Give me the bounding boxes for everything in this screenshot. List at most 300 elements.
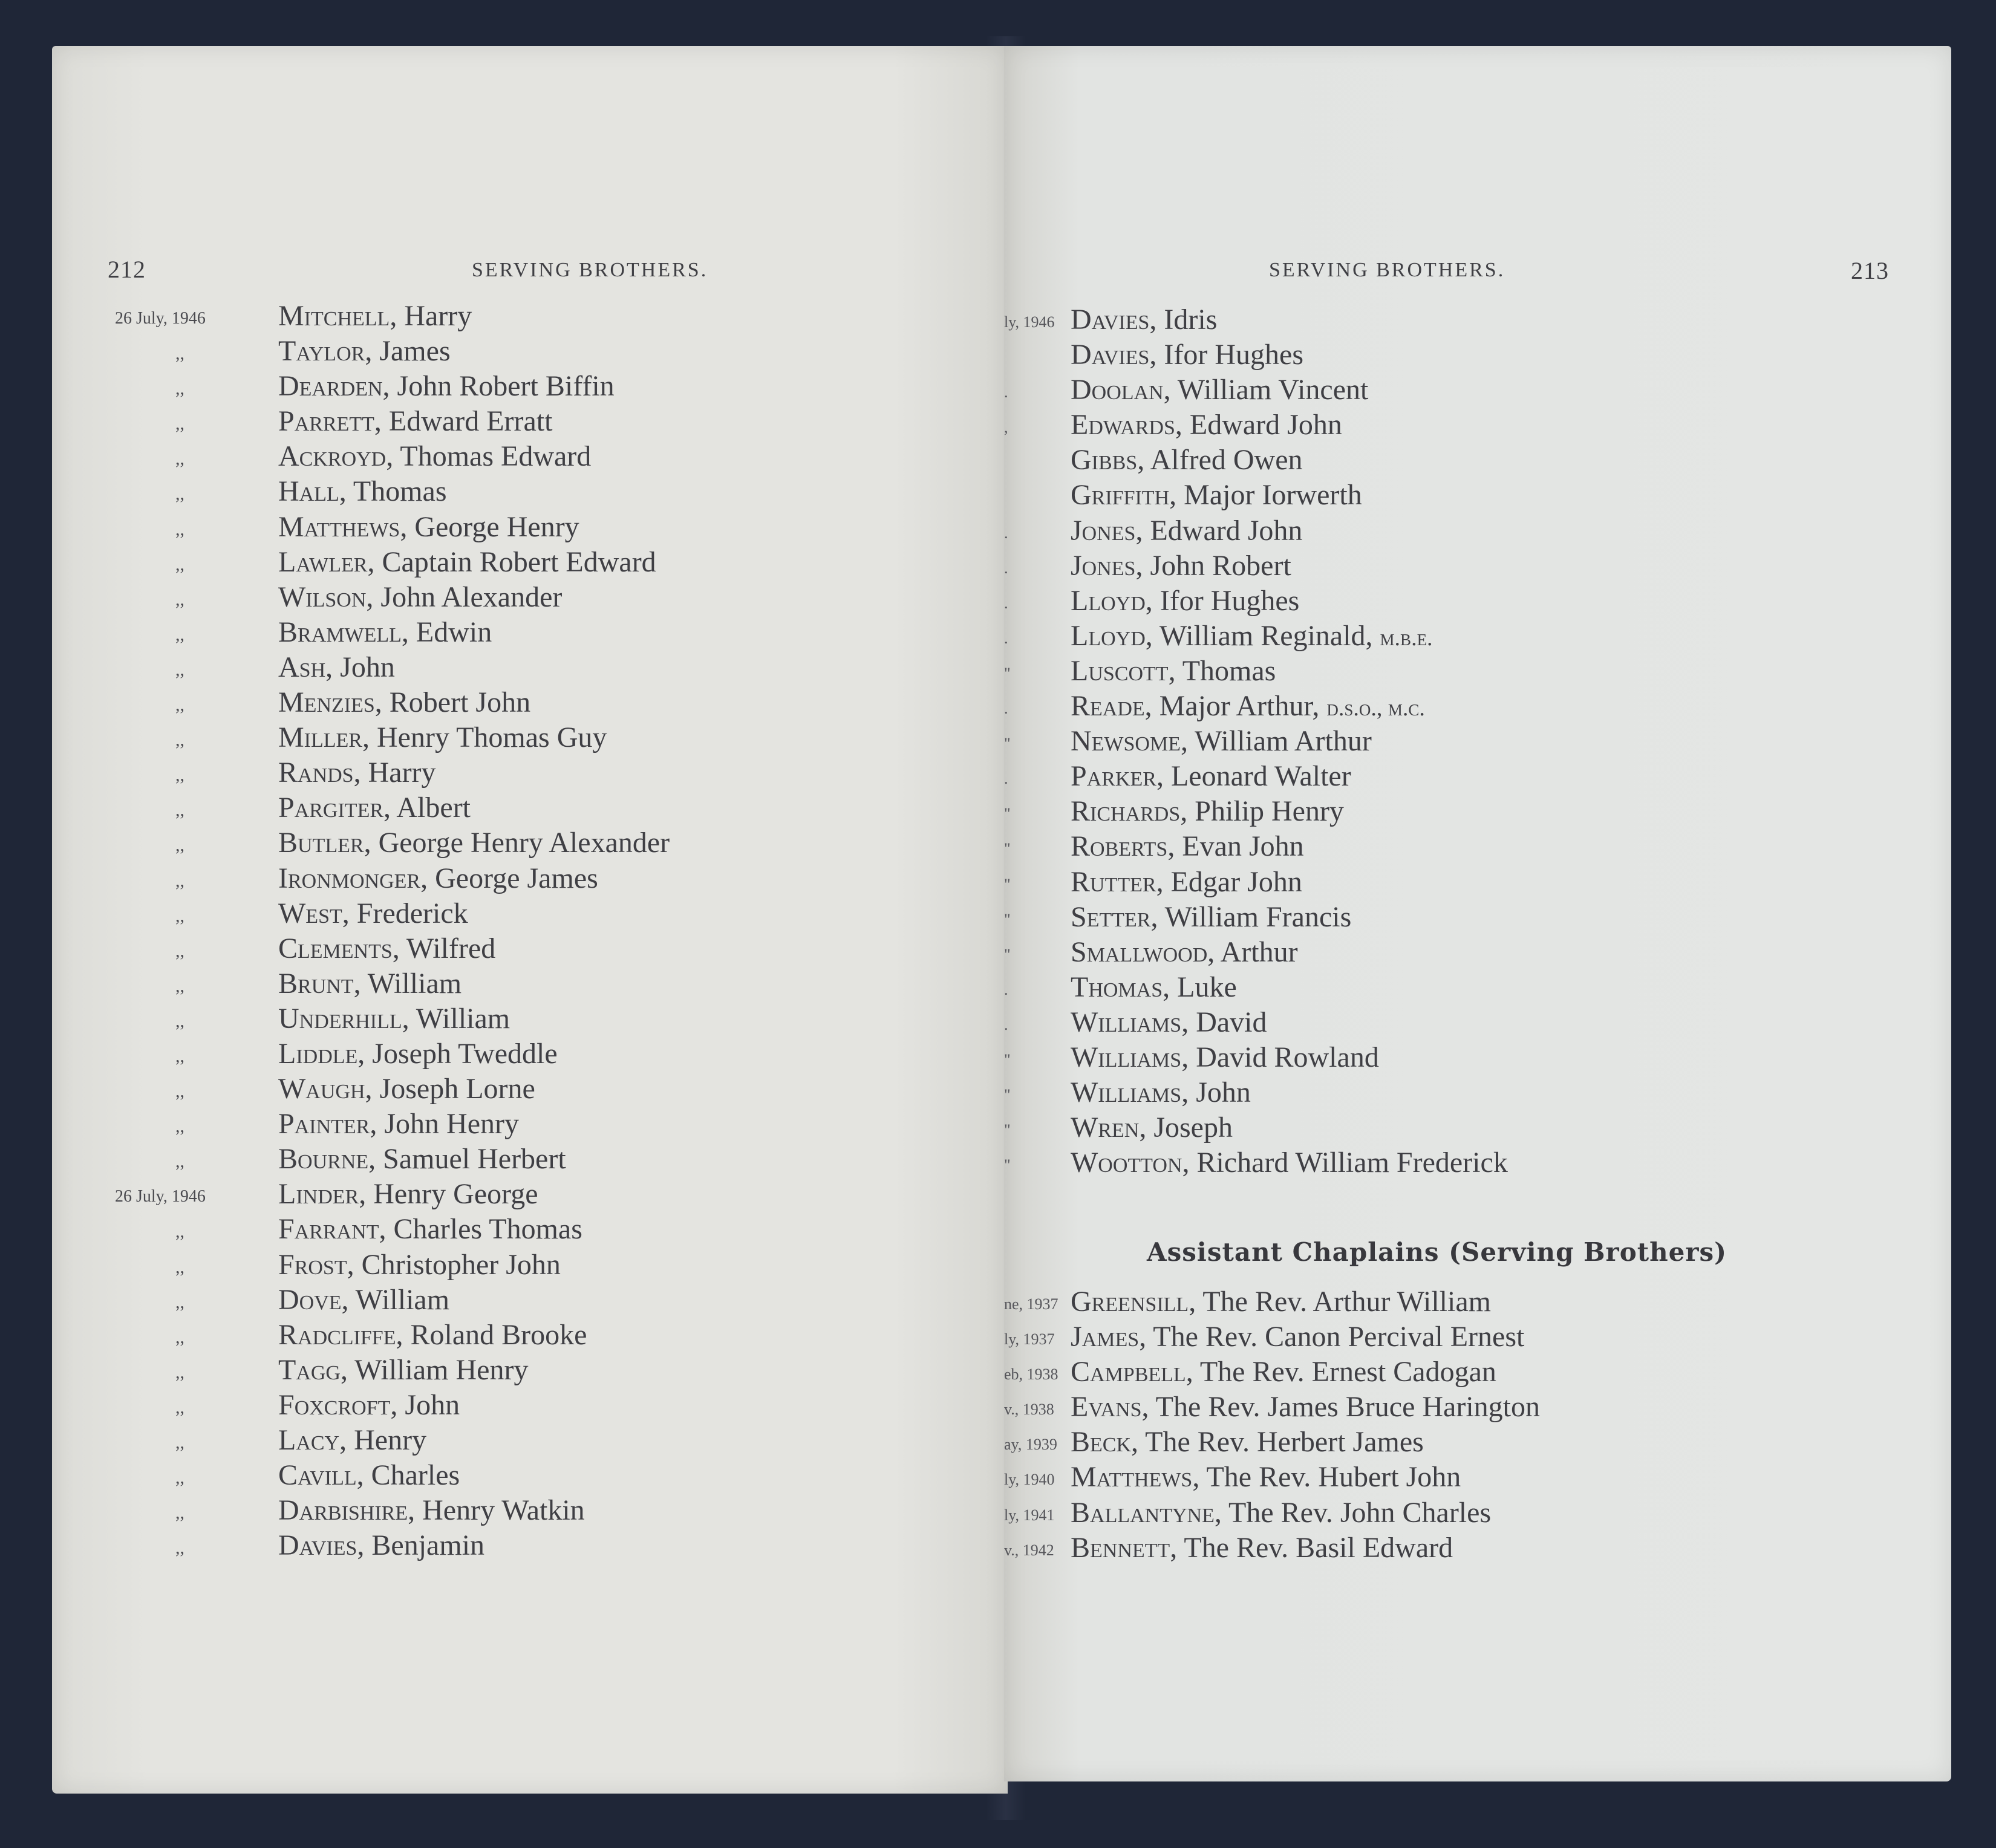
entry-surname: Rutter [1071, 865, 1156, 898]
entry-surname: Matthews [278, 510, 400, 543]
list-item [115, 861, 962, 896]
right-page [1004, 46, 1951, 1781]
entry-name [1071, 759, 1351, 794]
entry-date: ,, [175, 870, 184, 891]
running-head-right: SERVING BROTHERS. [1269, 259, 1505, 281]
entry-name [278, 1177, 538, 1212]
entry-surname: Butler [278, 827, 364, 859]
entry-name [278, 1353, 528, 1388]
entry-surname: Lawler [278, 545, 368, 578]
entry-given-names: , Wilfred [392, 932, 496, 965]
entry-given-names: , David Rowland [1181, 1041, 1379, 1073]
entry-given-names: , Roland Brooke [396, 1318, 587, 1351]
entry-surname: Ackroyd [278, 440, 386, 473]
entry-given-names: , William Arthur [1181, 725, 1372, 758]
entry-date: ,, [175, 730, 184, 750]
entry-given-names: , The Rev. Herbert James [1131, 1426, 1424, 1459]
list-item [115, 1493, 962, 1528]
entry-name [1071, 1355, 1496, 1390]
entry-given-names: , Frederick [342, 897, 468, 929]
list-item [115, 1001, 962, 1036]
list-item [1004, 1040, 1911, 1075]
list-item [1004, 1495, 1911, 1531]
entry-surname: Menzies [278, 686, 375, 719]
entry-name [1071, 1075, 1251, 1110]
entry-given-names: , The Rev. James Bruce Harington [1141, 1391, 1541, 1423]
entry-surname: Williams [1071, 1006, 1182, 1038]
entry-date: . [1004, 770, 1008, 788]
list-item [1004, 548, 1911, 584]
entry-surname: Setter [1071, 900, 1151, 933]
entry-name [278, 825, 670, 861]
entry-given-names: , John Robert [1135, 549, 1291, 582]
entry-surname: Wootton [1071, 1147, 1182, 1179]
entry-name [1071, 689, 1425, 726]
entry-given-names: , John Alexander [366, 581, 563, 613]
list-item [1004, 1284, 1911, 1319]
list-item [115, 1212, 962, 1247]
entry-date: ,, [175, 1151, 184, 1172]
entry-name [1071, 443, 1303, 478]
entry-name [1071, 970, 1237, 1005]
list-item [1004, 794, 1911, 829]
list-item [115, 474, 962, 509]
entry-date: ,, [175, 1503, 184, 1523]
list-item [115, 1423, 962, 1458]
entry-name [1071, 1145, 1508, 1180]
entry-given-names: , Henry [339, 1424, 427, 1456]
entry-date: ,, [175, 1081, 184, 1102]
list-item [1004, 1075, 1911, 1110]
list-item [115, 825, 962, 861]
entry-given-names: , Arthur [1207, 935, 1298, 968]
entry-name [278, 1212, 582, 1247]
entry-surname: Parker [1071, 760, 1156, 793]
entry-surname: Williams [1071, 1041, 1182, 1073]
entry-surname: Greensill [1071, 1286, 1189, 1318]
entry-given-names: , Edward John [1135, 514, 1303, 547]
entry-surname: Jones [1071, 514, 1136, 547]
list-item [115, 1177, 962, 1212]
entry-name [1071, 1040, 1379, 1075]
entry-surname: Reade [1071, 690, 1145, 723]
list-item [115, 580, 962, 615]
list-item [115, 369, 962, 404]
entry-date: ,, [175, 940, 184, 961]
entry-surname: Clements [278, 932, 393, 965]
entry-given-names: , Joseph [1139, 1111, 1233, 1144]
entry-given-names: , John [325, 651, 395, 683]
entry-date: . [1004, 1015, 1008, 1033]
entry-name [1071, 1319, 1524, 1355]
list-item [1004, 935, 1911, 970]
list-item [1004, 513, 1911, 548]
entry-surname: Newsome [1071, 725, 1181, 758]
entry-given-names: , John [1181, 1076, 1251, 1109]
entry-surname: Rands [278, 756, 354, 789]
entry-surname: Parrett [278, 405, 374, 438]
list-item [115, 650, 962, 685]
list-item [115, 545, 962, 580]
entry-given-names: , The Rev. Canon Percival Ernest [1139, 1321, 1525, 1353]
list-item [115, 1458, 962, 1493]
entry-date: ,, [175, 800, 184, 821]
entry-date: " [1004, 945, 1011, 963]
entry-date: " [1004, 840, 1011, 858]
entry-name [278, 1458, 460, 1493]
list-item [115, 334, 962, 369]
entry-name [1071, 408, 1342, 443]
entry-given-names: , Major Arthur, [1144, 690, 1327, 723]
entry-name [1071, 829, 1304, 864]
entry-date: ,, [175, 765, 184, 786]
entry-surname: Underhill [278, 1002, 402, 1035]
entry-surname: Griffith [1071, 479, 1170, 512]
entry-given-names: , William Vincent [1163, 374, 1369, 406]
entry-given-names: , The Rev. John Charles [1214, 1496, 1492, 1529]
entry-date: ,, [175, 449, 184, 469]
entry-name [278, 1528, 484, 1563]
list-item [115, 1036, 962, 1072]
entry-surname: Bramwell [278, 616, 402, 648]
entry-date: ,, [175, 1116, 184, 1137]
entry-name [278, 1107, 519, 1142]
entry-surname: Roberts [1071, 830, 1168, 863]
entry-date: " [1004, 664, 1011, 682]
entry-name [278, 861, 598, 896]
list-item [1004, 337, 1911, 373]
entry-date: ,, [175, 1257, 184, 1277]
list-item [115, 1353, 962, 1388]
entry-surname: Bourne [278, 1143, 369, 1176]
entry-surname: Radcliffe [278, 1318, 396, 1351]
entry-date: " [1004, 1050, 1011, 1069]
entry-date: ay, 1939 [1004, 1436, 1057, 1454]
entry-given-names: , John Henry [370, 1108, 519, 1140]
entry-surname: James [1071, 1321, 1140, 1353]
entry-name [1071, 513, 1302, 548]
entry-name [278, 966, 461, 1001]
entry-given-names: , Charles [356, 1459, 460, 1492]
list-item [1004, 970, 1911, 1005]
list-item [115, 1388, 962, 1423]
entry-surname: Brunt [278, 967, 354, 1000]
entry-name [278, 580, 562, 615]
entry-date: . [1004, 594, 1008, 612]
entry-date: v., 1938 [1004, 1401, 1054, 1419]
list-item [1004, 689, 1911, 724]
entry-name [278, 1388, 460, 1423]
entry-given-names: , Edward Erratt [374, 405, 553, 438]
entry-given-names: , Major Iorwerth [1169, 479, 1362, 512]
entry-given-names: , Richard William Frederick [1182, 1147, 1508, 1179]
entry-surname: Campbell [1071, 1356, 1186, 1388]
entry-surname: Edwards [1071, 409, 1175, 441]
list-item [1004, 1355, 1911, 1390]
list-item [115, 439, 962, 474]
entry-date: ,, [175, 835, 184, 856]
entry-surname: Ash [278, 651, 326, 683]
entry-name [278, 685, 530, 720]
list-item [1004, 619, 1911, 654]
list-item [115, 1248, 962, 1283]
entry-name [278, 931, 495, 966]
list-item [1004, 584, 1911, 619]
entry-date: ,, [175, 414, 184, 434]
entry-given-names: , Robert John [374, 686, 531, 719]
entry-name [1071, 478, 1362, 513]
entry-surname: Beck [1071, 1426, 1132, 1459]
entry-given-names: , William Francis [1150, 900, 1352, 933]
entry-name [278, 755, 436, 790]
entry-date: , [1004, 418, 1008, 437]
entry-surname: Tagg [278, 1353, 341, 1386]
list-item [1004, 373, 1911, 408]
entry-date: ,, [175, 343, 184, 364]
entry-name [1071, 1495, 1491, 1531]
entry-given-names: , George Henry [400, 510, 579, 543]
list-item [115, 685, 962, 720]
list-item [1004, 1531, 1911, 1566]
entry-date: ly, 1940 [1004, 1471, 1055, 1489]
entry-date: ,, [175, 1433, 184, 1453]
entry-surname: Smallwood [1071, 935, 1208, 968]
entry-given-names: , Edwin [401, 616, 492, 648]
entry-date: ly, 1937 [1004, 1330, 1055, 1349]
entry-surname: Dove [278, 1283, 342, 1316]
entry-surname: Frost [278, 1248, 347, 1281]
entry-date: ,, [175, 1468, 184, 1488]
list-item [1004, 408, 1911, 443]
entry-date: eb, 1938 [1004, 1365, 1058, 1384]
entry-given-names: , Samuel Herbert [368, 1143, 566, 1176]
entry-name [278, 439, 591, 474]
entry-name [278, 1001, 510, 1036]
list-item [115, 1528, 962, 1563]
entry-given-names: , Benjamin [357, 1529, 485, 1562]
list-item [1004, 1145, 1911, 1180]
entry-surname: West [278, 897, 342, 929]
entry-surname: Evans [1071, 1391, 1142, 1423]
list-item [1004, 1319, 1911, 1355]
entry-surname: Pargiter [278, 792, 384, 824]
entry-name [278, 1248, 561, 1283]
entry-honours: d.s.o., m.c. [1326, 695, 1425, 721]
entry-name [1071, 724, 1372, 759]
entry-surname: Hall [278, 475, 339, 508]
entry-name [1071, 548, 1291, 584]
entry-date: v., 1942 [1004, 1541, 1054, 1559]
list-item [115, 966, 962, 1001]
entry-given-names: , George James [420, 862, 598, 894]
entry-name [1071, 935, 1298, 970]
entry-name [278, 404, 552, 439]
entry-given-names: , William [402, 1002, 510, 1035]
entry-surname: Richards [1071, 795, 1181, 828]
entry-name [1071, 1425, 1424, 1460]
list-item [1004, 1005, 1911, 1040]
list-item [1004, 865, 1911, 900]
page-number-left: 212 [108, 256, 146, 283]
entry-given-names: , Harry [353, 756, 436, 789]
entry-date: " [1004, 1086, 1011, 1104]
list-item [115, 896, 962, 931]
entry-name [278, 790, 471, 825]
entry-date: ,, [175, 659, 184, 680]
entry-date: ,, [175, 1362, 184, 1382]
entry-date: ,, [175, 519, 184, 539]
list-item [115, 1318, 962, 1353]
right-entry-list [1004, 302, 1911, 1180]
entry-date: ne, 1937 [1004, 1295, 1058, 1313]
list-item [1004, 1110, 1911, 1145]
list-item [115, 790, 962, 825]
entry-given-names: , John [390, 1388, 460, 1421]
entry-date: ,, [175, 695, 184, 715]
entry-surname: Wren [1071, 1111, 1140, 1144]
list-item [115, 755, 962, 790]
entry-name [278, 1423, 426, 1458]
entry-given-names: , Henry Watkin [408, 1494, 585, 1527]
entry-name [278, 896, 468, 931]
entry-name [278, 1142, 566, 1177]
list-item [1004, 724, 1911, 759]
entry-surname: Davies [1071, 339, 1150, 371]
list-item [1004, 1390, 1911, 1425]
entry-name [1071, 865, 1302, 900]
list-item [1004, 900, 1911, 935]
entry-surname: Liddle [278, 1037, 358, 1070]
entry-name [1071, 1284, 1491, 1319]
entry-given-names: , Alfred Owen [1137, 444, 1303, 477]
entry-surname: Linder [278, 1178, 359, 1211]
section-heading-assistant-chaplains: Assistant Chaplains (Serving Brothers) [1147, 1237, 1727, 1267]
entry-name [278, 1036, 558, 1072]
list-item [115, 299, 962, 334]
entry-surname: Doolan [1071, 374, 1164, 406]
entry-given-names: , Philip Henry [1180, 795, 1344, 828]
entry-given-names: , Ifor Hughes [1145, 584, 1300, 617]
entry-given-names: , The Rev. Ernest Cadogan [1186, 1356, 1496, 1388]
entry-date: . [1004, 980, 1008, 998]
entry-name [1071, 1531, 1453, 1566]
entry-name [1071, 1110, 1233, 1145]
entry-given-names: , Henry Thomas Guy [362, 721, 607, 754]
entry-surname: Luscott [1071, 654, 1169, 687]
entry-date: " [1004, 910, 1011, 928]
list-item [1004, 302, 1911, 337]
entry-given-names: , Thomas Edward [386, 440, 592, 473]
entry-date: " [1004, 805, 1011, 823]
entry-surname: Waugh [278, 1073, 365, 1105]
entry-name [278, 1072, 535, 1107]
entry-surname: Mitchell [278, 300, 390, 332]
entry-surname: Darbishire [278, 1494, 408, 1527]
entry-given-names: , Edward John [1175, 409, 1342, 441]
entry-given-names: , Leonard Walter [1156, 760, 1351, 793]
entry-surname: Wilson [278, 581, 367, 613]
entry-surname: Williams [1071, 1076, 1182, 1109]
entry-date: 26 July, 1946 [115, 1187, 206, 1206]
running-head-left: SERVING BROTHERS. [472, 259, 708, 281]
entry-name [1071, 337, 1303, 373]
entry-surname: Taylor [278, 335, 365, 368]
list-item [1004, 443, 1911, 478]
list-item [115, 1072, 962, 1107]
entry-given-names: , William Henry [340, 1353, 529, 1386]
entry-surname: Foxcroft [278, 1388, 391, 1421]
entry-date: ,, [175, 1222, 184, 1242]
entry-surname: Cavill [278, 1459, 357, 1492]
entry-date: . [1004, 559, 1008, 577]
entry-given-names: , The Rev. Arthur William [1189, 1286, 1491, 1318]
entry-surname: Ironmonger [278, 862, 421, 894]
entry-date: ,, [175, 1010, 184, 1031]
entry-surname: Miller [278, 721, 362, 754]
entry-date: ,, [175, 1292, 184, 1312]
entry-date: " [1004, 1121, 1011, 1139]
entry-given-names: , George Henry Alexander [364, 827, 670, 859]
list-item [115, 615, 962, 650]
list-item [115, 931, 962, 966]
entry-name [278, 1493, 585, 1528]
entry-name [278, 545, 656, 580]
entry-date: ,, [175, 624, 184, 645]
entry-date: ly, 1941 [1004, 1506, 1055, 1524]
page-number-right: 213 [1851, 257, 1889, 284]
list-item [115, 720, 962, 755]
entry-given-names: , Joseph Tweddle [357, 1037, 558, 1070]
list-item [115, 510, 962, 545]
entry-name [1071, 1390, 1540, 1425]
entry-date: ,, [175, 1327, 184, 1347]
entry-given-names: , David [1181, 1006, 1267, 1038]
entry-given-names: , Thomas [1168, 654, 1276, 687]
entry-given-names: , Charles Thomas [379, 1213, 582, 1246]
left-entry-list [115, 299, 962, 1563]
entry-date: ,, [175, 975, 184, 996]
entry-given-names: , Captain Robert Edward [367, 545, 656, 578]
entry-name [278, 1283, 449, 1318]
entry-name [1071, 900, 1351, 935]
entry-date: . [1004, 383, 1008, 402]
entry-given-names: , Henry George [359, 1178, 538, 1211]
entry-surname: Farrant [278, 1213, 379, 1246]
entry-surname: Lloyd [1071, 584, 1146, 617]
entry-date: " [1004, 875, 1011, 893]
entry-surname: Jones [1071, 549, 1136, 582]
list-item [1004, 478, 1911, 513]
list-item [1004, 1460, 1911, 1495]
entry-surname: Dearden [278, 370, 383, 403]
entry-date: " [1004, 735, 1011, 753]
entry-surname: Ballantyne [1071, 1496, 1215, 1529]
entry-given-names: , Ifor Hughes [1149, 339, 1303, 371]
entry-given-names: , The Rev. Hubert John [1192, 1461, 1461, 1494]
list-item [115, 1283, 962, 1318]
entry-date: ,, [175, 1046, 184, 1066]
entry-given-names: , Joseph Lorne [365, 1073, 535, 1105]
entry-given-names: , Harry [390, 300, 472, 332]
entry-name [1071, 373, 1368, 408]
entry-given-names: , William [341, 1283, 450, 1316]
entry-surname: Davies [278, 1529, 357, 1562]
entry-name [278, 1318, 587, 1353]
entry-date: ,, [175, 1397, 184, 1417]
entry-given-names: , Albert [383, 792, 471, 824]
entry-name [278, 299, 472, 334]
list-item [115, 1142, 962, 1177]
